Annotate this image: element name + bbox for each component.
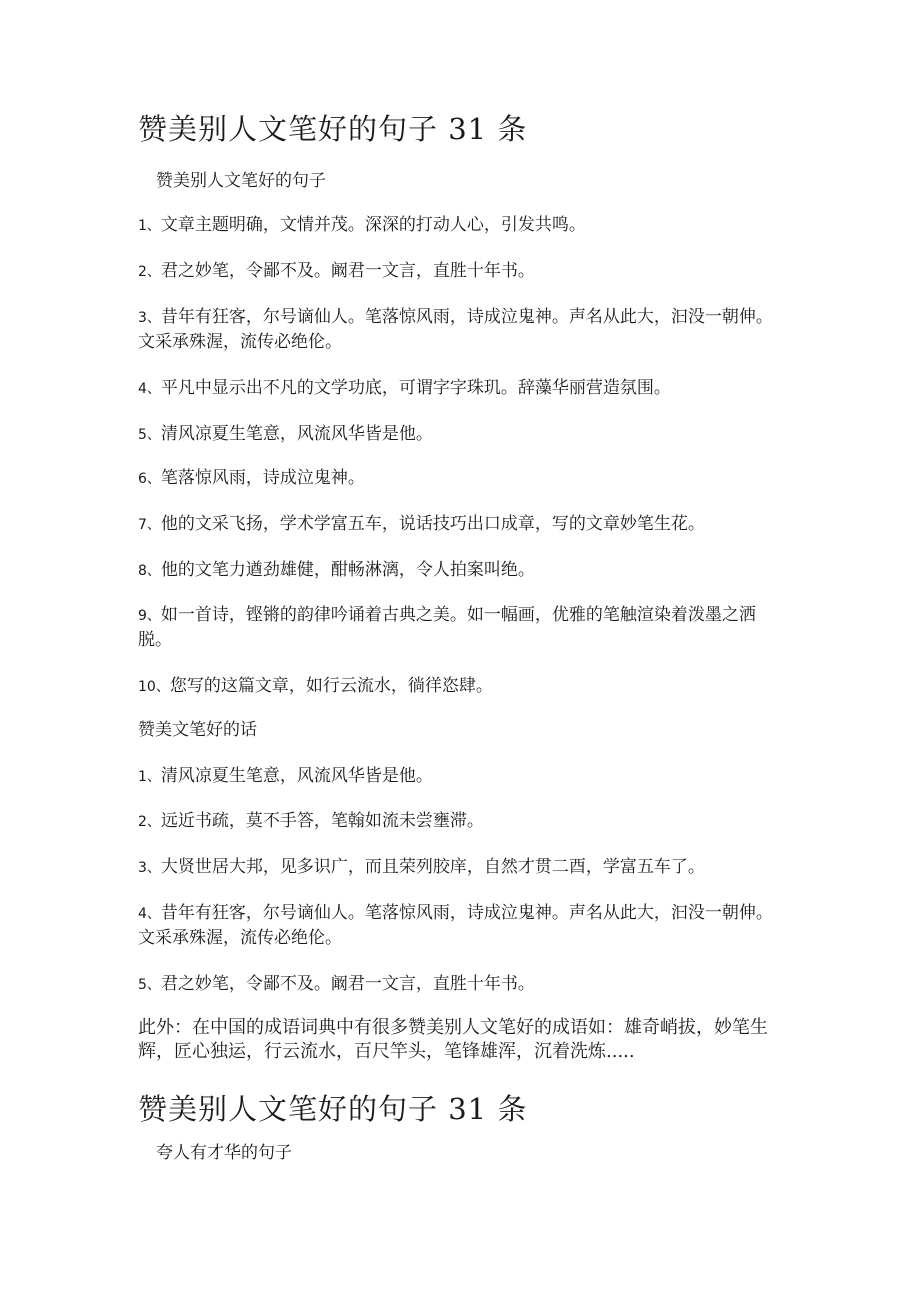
item-text: 您写的这篇文章，如行云流水，徜徉恣肆。 [169, 676, 493, 696]
list2-item-3 [138, 855, 783, 880]
list1-item-3 [138, 305, 783, 354]
item-number: 10、 [138, 679, 170, 695]
item-number: 7、 [138, 517, 161, 533]
item-text: 君之妙笔，令鄙不及。阚君一文言，直胜十年书。 [160, 261, 535, 281]
list1-item-8 [138, 558, 783, 583]
item-text: 昔年有狂客，尔号谪仙人。笔落惊风雨，诗成泣鬼神。声名从此大，汩没一朝伸。文采承殊渥，流传必绝伦。 [138, 903, 773, 948]
item-text: 文章主题明确，文情并茂。深深的打动人心，引发共鸣。 [160, 215, 586, 235]
item-number: 5、 [138, 427, 161, 443]
list2-item-5 [138, 972, 783, 997]
item-text: 远近书疏，莫不手答，笔翰如流未尝壅滞。 [160, 811, 484, 831]
item-number: 6、 [138, 471, 161, 487]
item-number: 1、 [138, 769, 161, 785]
item-number: 3、 [138, 310, 161, 326]
list2-item-1 [138, 764, 783, 789]
item-number: 3、 [138, 860, 161, 876]
list1-item-9 [138, 603, 783, 652]
item-text: 如一首诗，铿锵的韵律吟诵着古典之美。如一幅画，优雅的笔触渲染着泼墨之洒脱。 [138, 605, 756, 650]
document-title: 赞美别人文笔好的句子 31 条 [138, 112, 528, 146]
item-text: 他的文笔力遒劲雄健，酣畅淋漓，令人拍案叫绝。 [160, 560, 535, 580]
list1-item-4 [138, 376, 783, 401]
item-text: 平凡中显示出不凡的文学功底，可谓字字珠玑。辞藻华丽营造氛围。 [160, 378, 671, 398]
section-heading-sentences: 赞美别人文笔好的句子 [156, 171, 326, 191]
item-text: 清风凉夏生笔意，风流风华皆是他。 [160, 424, 433, 444]
item-number: 9、 [138, 608, 161, 624]
item-text: 君之妙笔，令鄙不及。阚君一文言，直胜十年书。 [160, 974, 535, 994]
item-text: 他的文采飞扬，学术学富五车，说话技巧出口成章，写的文章妙笔生花。 [160, 514, 705, 534]
item-number: 4、 [138, 381, 161, 397]
item-number: 5、 [138, 977, 161, 993]
section-heading-talent: 夸人有才华的句子 [156, 1143, 292, 1163]
list1-item-5 [138, 422, 783, 447]
item-text: 清风凉夏生笔意，风流风华皆是他。 [160, 766, 433, 786]
item-number: 8、 [138, 563, 161, 579]
section-heading-praise: 赞美文笔好的话 [138, 720, 257, 740]
document-title-repeat: 赞美别人文笔好的句子 31 条 [138, 1092, 528, 1126]
list1-item-2 [138, 259, 783, 284]
list2-item-4 [138, 901, 783, 950]
list1-item-10 [138, 674, 783, 699]
list1-item-6 [138, 466, 783, 491]
list2-item-2 [138, 809, 783, 834]
item-text: 大贤世居大邦，见多识广，而且荣列胶庠，自然才贯二酉，学富五车了。 [160, 857, 705, 877]
list1-item-1 [138, 213, 783, 238]
item-text: 昔年有狂客，尔号谪仙人。笔落惊风雨，诗成泣鬼神。声名从此大，汩没一朝伸。文采承殊渥，流传必绝伦。 [138, 307, 773, 352]
item-number: 2、 [138, 264, 161, 280]
idioms-note: 此外：在中国的成语词典中有很多赞美别人文笔好的成语如：雄奇峭拔，妙笔生辉，匠心独运，行云流水，百尺竿头，笔锋雄浑，沉着洗炼..... [138, 1017, 768, 1062]
item-text: 笔落惊风雨，诗成泣鬼神。 [160, 468, 365, 488]
item-number: 4、 [138, 906, 161, 922]
item-number: 2、 [138, 814, 161, 830]
list1-item-7 [138, 512, 783, 537]
item-number: 1、 [138, 218, 161, 234]
